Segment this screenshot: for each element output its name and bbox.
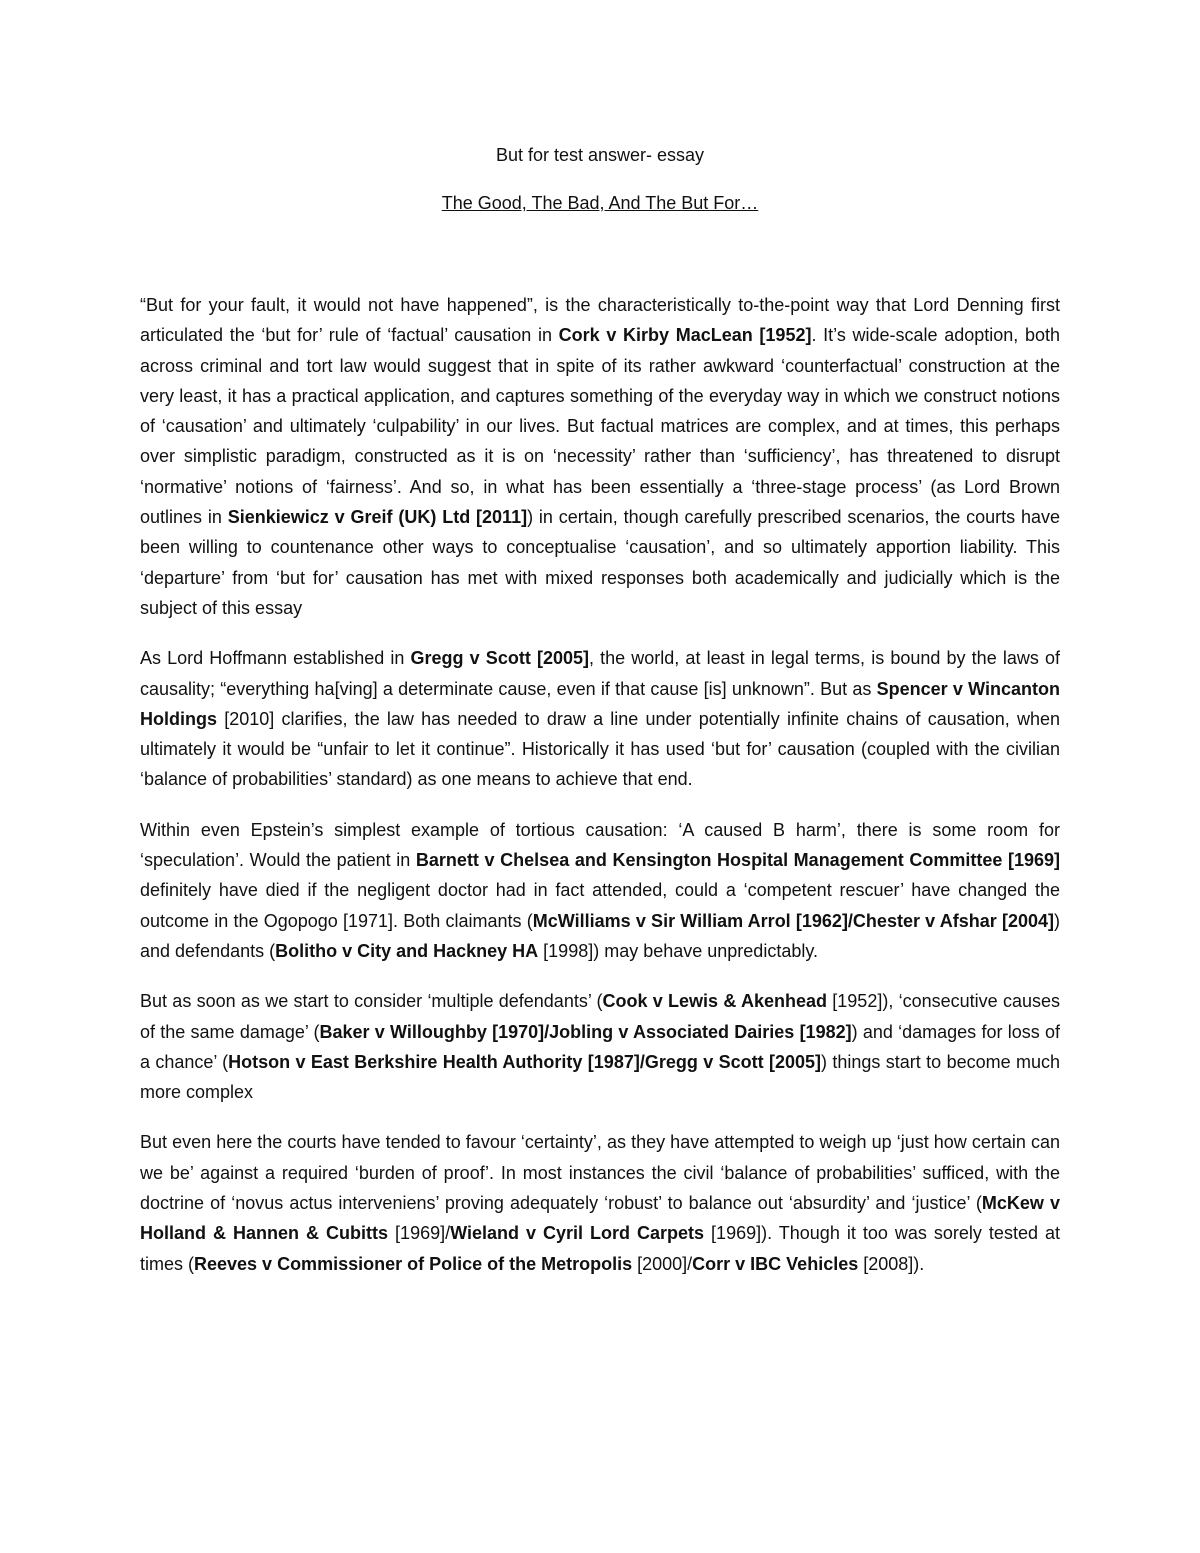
text-run: But even here the courts have tended to favour ‘certainty’, as they have attempted to weigh up ‘just how certain can we be’ against a required ‘burden of proof’. In most instances the civil ‘balance of probabilities’ sufficed, with the doctrine of ‘novus actus interveniens’ proving adequately ‘robust’ to balance out ‘absurdity’ and ‘justice’ ( — [140, 1132, 1060, 1214]
document-title: But for test answer- essay — [495, 145, 705, 165]
case-citation: McWilliams v Sir William Arrol [1962]/Chester v Afshar [2004] — [532, 910, 1054, 931]
text-run: “But for your fault, it would not have happened”, is the characteristically to-the-point way that Lord Denning first articulated the ‘but for’ rule of ‘factual’ causation in — [140, 295, 1060, 346]
text-run: [2008]). — [858, 1253, 925, 1274]
case-citation: Baker v Willoughby [1970]/Jobling v Associated Dairies [1982] — [319, 1021, 852, 1042]
text-run: [1998]) may behave unpredictably. — [538, 940, 819, 961]
paragraph — [140, 815, 1060, 966]
case-citation: Cook v Lewis & Akenhead — [602, 991, 827, 1012]
text-run: As Lord Hoffmann established in — [140, 648, 411, 669]
text-run: ) in certain, though carefully prescribed scenarios, the courts have been willing to countenance other ways to conceptualise ‘causation’, and so ultimately apportion liability. This ‘departure’ from ‘but for’ causation has met with mixed responses both academically and judicially which is the subject of this essay — [140, 507, 1060, 618]
text-run: [1969]). Though it too was sorely tested at times ( — [140, 1223, 1060, 1274]
document-page — [140, 140, 1060, 1299]
text-run: definitely have died if the negligent doctor had in fact attended, could a ‘competent rescuer’ have changed the outcome in the Ogopogo [1971]. Both claimants ( — [140, 880, 1060, 931]
text-run: [2010] clarifies, the law has needed to draw a line under potentially infinite chains of causation, when ultimately it would be “unfair to let it continue”. Historically it has used ‘but for’ causation (coupled with the civilian ‘balance of probabilities’ standard) as one means to achieve that end. — [140, 708, 1060, 790]
text-run: ) things start to become much more complex — [140, 1051, 1060, 1103]
case-citation: Wieland v Cyril Lord Carpets — [450, 1223, 705, 1244]
document-subtitle: The Good, The Bad, And The But For… — [441, 193, 759, 213]
case-citation: Cork v Kirby MacLean [1952] — [558, 325, 812, 346]
case-citation: Corr v IBC Vehicles — [692, 1253, 859, 1274]
case-citation: Sienkiewicz v Greif (UK) Ltd [2011] — [227, 507, 528, 528]
paragraph — [140, 986, 1060, 1107]
paragraph — [140, 1127, 1060, 1278]
document-body — [140, 290, 1060, 1279]
text-run: [1952]), ‘consecutive causes of the same damage’ ( — [140, 991, 1060, 1042]
case-citation: Bolitho v City and Hackney HA — [275, 940, 539, 961]
text-run: ) and ‘damages for loss of a chance’ ( — [140, 1021, 1060, 1072]
paragraph — [140, 290, 1060, 623]
text-run: But as soon as we start to consider ‘multiple defendants’ ( — [140, 991, 603, 1012]
case-citation: Gregg v Scott [2005] — [410, 648, 589, 669]
text-run: [1969]/ — [388, 1223, 451, 1244]
case-citation: Spencer v Wincanton Holdings — [140, 678, 1060, 729]
text-run: . It’s wide-scale adoption, both across criminal and tort law would suggest that in spite of its rather awkward ‘counterfactual’ construction at the very least, it has a practical application, and captures something of the everyday way in which we construct notions of ‘causation’ and ultimately ‘culpability’ in our lives. But factual matrices are complex, and at times, this perhaps over simplistic paradigm, constructed as it is on ‘necessity’ rather than ‘sufficiency’, has threatened to disrupt ‘normative’ notions of ‘fairness’. And so, in what has been essentially a ‘three-stage process’ (as Lord Brown outlines in — [140, 325, 1060, 528]
text-run: , the world, at least in legal terms, is bound by the laws of causality; “everything ha[ving] a determinate cause, even if that cause [is] unknown”. But as — [140, 648, 1060, 699]
text-run: [2000]/ — [632, 1253, 693, 1274]
text-run: ) and defendants ( — [140, 910, 1060, 961]
case-citation: McKew v Holland & Hannen & Cubitts — [140, 1193, 1060, 1244]
case-citation: Reeves v Commissioner of Police of the Metropolis — [194, 1253, 633, 1274]
case-citation: Barnett v Chelsea and Kensington Hospital Management Committee [1969] — [415, 850, 1060, 871]
text-run: Within even Epstein’s simplest example of tortious causation: ‘A caused B harm’, there is some room for ‘speculation’. Would the patient in — [140, 819, 1060, 871]
paragraph — [140, 643, 1060, 794]
case-citation: Hotson v East Berkshire Health Authority [1987]/Gregg v Scott [2005] — [228, 1051, 822, 1072]
